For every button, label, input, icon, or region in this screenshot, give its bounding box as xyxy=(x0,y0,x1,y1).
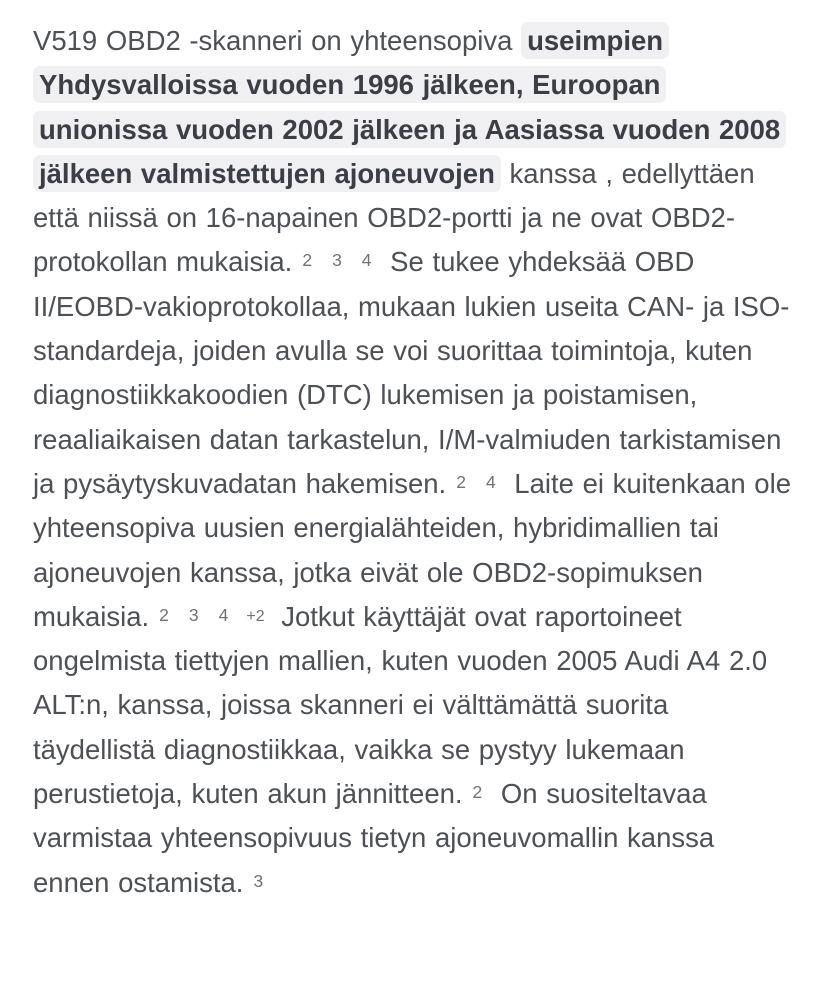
body-text-segment: kanssa , edellyttäen että niissä on 16-napainen OBD2-portti ja ne ovat OBD2-protokollan mukaisia. xyxy=(33,157,755,278)
citation-chip[interactable]: 3 xyxy=(253,870,264,891)
citation-more-chip[interactable]: +2 xyxy=(246,607,265,625)
body-text-segment: Se tukee yhdeksää OBD II/EOBD-vakioprotokollaa, mukaan lukien useita CAN- ja ISO-standardeja, joiden avulla se voi suorittaa toimintoja, kuten diagnostiikkakoodien (DTC) lukemisen ja poistamisen, reaaliaikaisen datan tarkastelun, I/M-valmiuden tarkistamisen ja pysäytyskuvadatan hakemisen. xyxy=(33,246,790,499)
citation-chip[interactable]: 4 xyxy=(485,471,496,492)
citation-chip[interactable]: 2 xyxy=(159,604,169,625)
citation-chip[interactable]: 3 xyxy=(188,604,199,625)
citation-chip[interactable]: 3 xyxy=(332,250,342,271)
citation-chip[interactable]: 4 xyxy=(361,250,372,271)
citation-chip[interactable]: 4 xyxy=(218,604,229,625)
body-text-segment: V519 OBD2 -skanneri on yhteensopiva xyxy=(33,25,522,56)
citation-chip[interactable]: 2 xyxy=(472,782,483,803)
citation-chip[interactable]: 2 xyxy=(456,471,466,492)
citation-chip[interactable]: 2 xyxy=(302,250,313,271)
highlighted-citation-text[interactable]: useimpien Yhdysvalloissa vuoden 1996 jälkeen, Euroopan unionissa vuoden 2002 jälkeen ja Aasiassa vuoden 2008 jälkeen valmistettujen ajoneuvojen xyxy=(33,22,786,192)
body-text-segment: On suositeltavaa varmistaa yhteensopivuus tietyn ajoneuvomallin kanssa ennen ostamista. xyxy=(33,778,715,898)
body-text-segment: Laite ei kuitenkaan ole yhteensopiva uusien energialähteiden, hybridimallien tai ajoneuvojen kanssa, jotka eivät ole OBD2-sopimuksen mukaisia. xyxy=(33,467,791,632)
body-text-segment: Jotkut käyttäjät ovat raportoineet ongelmista tiettyjen mallien, kuten vuoden 2005 Audi A4 2.0 ALT:n, kanssa, joissa skanneri ei välttämättä suorita täydellistä diagnostiikkaa, vaikka se pystyy lukemaan perustietoja, kuten akun jännitteen. xyxy=(33,600,768,810)
